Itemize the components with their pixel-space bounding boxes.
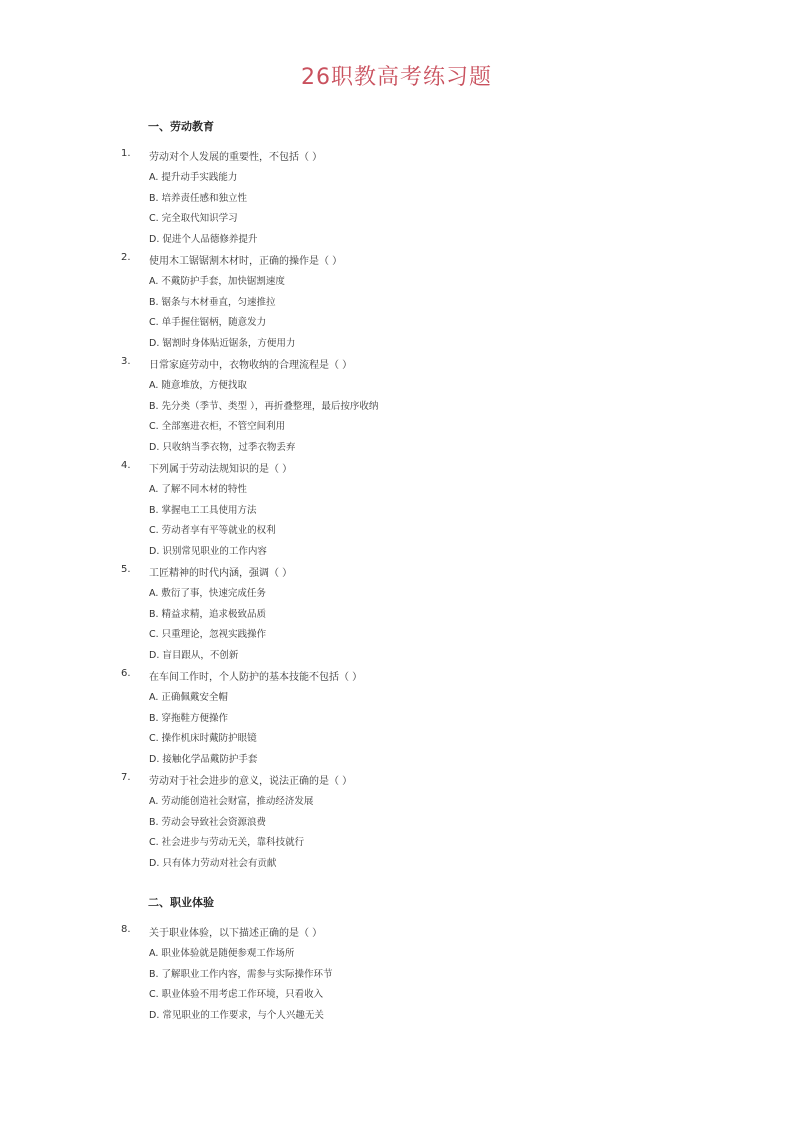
option-b: B. 培养责任感和独立性 [149,193,248,204]
option-c: C. 完全取代知识学习 [149,213,238,224]
option-d: D. 接触化学品戴防护手套 [149,754,258,765]
option-c: C. 劳动者享有平等就业的权利 [149,525,276,536]
question-text: 劳动对于社会进步的意义，说法正确的是（ ） [149,776,353,787]
option-a: A. 劳动能创造社会财富，推动经济发展 [149,796,314,807]
question-number: 5. [121,564,131,575]
option-b: B. 劳动会导致社会资源浪费 [149,817,267,828]
option-c: C. 社会进步与劳动无关，靠科技就行 [149,837,305,848]
section-heading: 二、职业体验 [148,896,214,909]
question-number: 4. [121,460,131,471]
question-text: 工匠精神的时代内涵，强调（ ） [149,568,293,579]
question-text: 关于职业体验，以下描述正确的是（ ） [149,928,323,939]
option-b: B. 了解职业工作内容，需参与实际操作环节 [149,969,333,980]
option-c: C. 全部塞进衣柜，不管空间利用 [149,421,286,432]
option-a: A. 了解不同木材的特性 [149,484,247,495]
option-c: C. 只重理论，忽视实践操作 [149,629,267,640]
question-text: 劳动对个人发展的重要性，不包括（ ） [149,152,323,163]
question-number: 8. [121,924,131,935]
question-number: 1. [121,148,131,159]
question-text: 使用木工锯锯割木材时，正确的操作是（ ） [149,256,343,267]
option-c: C. 职业体验不用考虑工作环境，只看收入 [149,989,324,1000]
option-a: A. 正确佩戴安全帽 [149,692,228,703]
option-a: A. 随意堆放，方便找取 [149,380,247,391]
option-c: C. 操作机床时戴防护眼镜 [149,733,257,744]
question-number: 2. [121,252,131,263]
option-b: B. 精益求精，追求极致品质 [149,609,267,620]
option-d: D. 常见职业的工作要求，与个人兴趣无关 [149,1010,324,1021]
question-number: 7. [121,772,131,783]
option-d: D. 盲目跟从，不创新 [149,650,239,661]
option-d: D. 锯割时身体贴近锯条，方便用力 [149,338,296,349]
option-b: B. 先分类（季节、类型 ），再折叠整理，最后按序收纳 [149,401,379,412]
question-number: 6. [121,668,131,679]
option-a: A. 敷衍了事，快速完成任务 [149,588,266,599]
option-a: A. 提升动手实践能力 [149,172,238,183]
option-b: B. 掌握电工工具使用方法 [149,505,257,516]
option-c: C. 单手握住锯柄，随意发力 [149,317,267,328]
option-b: B. 穿拖鞋方便操作 [149,713,229,724]
option-a: A. 不戴防护手套，加快锯割速度 [149,276,285,287]
question-number: 3. [121,356,131,367]
option-d: D. 识别常见职业的工作内容 [149,546,267,557]
question-text: 在车间工作时，个人防护的基本技能不包括（ ） [149,672,363,683]
question-text: 下列属于劳动法规知识的是（ ） [149,464,293,475]
option-d: D. 只收纳当季衣物，过季衣物丢弃 [149,442,296,453]
option-d: D. 促进个人品德修养提升 [149,234,258,245]
page-title: 26职教高考练习题 [301,65,492,90]
option-b: B. 锯条与木材垂直，匀速推拉 [149,297,276,308]
option-d: D. 只有体力劳动对社会有贡献 [149,858,277,869]
section-heading: 一、劳动教育 [148,120,214,133]
question-text: 日常家庭劳动中，衣物收纳的合理流程是（ ） [149,360,353,371]
option-a: A. 职业体验就是随便参观工作场所 [149,948,295,959]
